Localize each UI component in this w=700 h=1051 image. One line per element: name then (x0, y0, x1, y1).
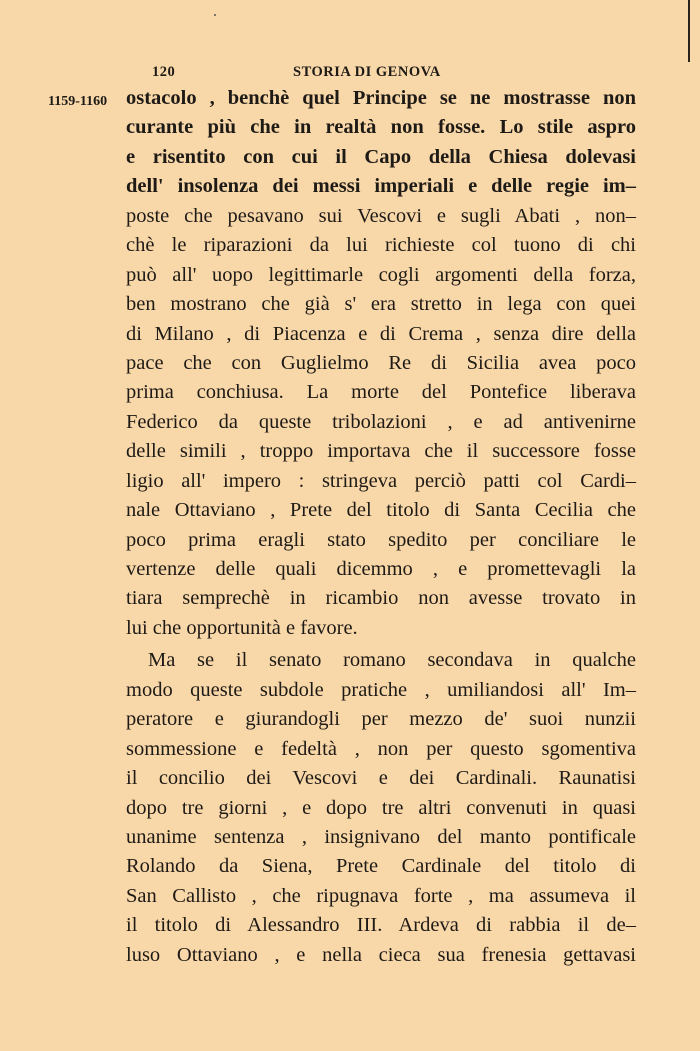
text-line: il titolo di Alessandro III. Ardeva di rabbia il de– (126, 914, 636, 937)
text-line: Rolando da Siena, Prete Cardinale del titolo di (126, 855, 636, 878)
text-line: il concilio dei Vescovi e dei Cardinali. Raunatisi (126, 767, 636, 790)
text-line: Federico da queste tribolazioni , e ad antivenirne (126, 410, 636, 433)
text-line: tiara semprechè in ricambio non avesse trovato in (126, 587, 636, 610)
text-line: peratore e giurandogli per mezzo de' suoi nunzii (126, 708, 636, 731)
text-line: pace che con Guglielmo Re di Sicilia avea poco (126, 351, 636, 374)
text-line: chè le riparazioni da lui richieste col tuono di chi (126, 234, 636, 257)
running-header (0, 64, 700, 84)
text-line: e risentito con cui il Capo della Chiesa dolevasi (126, 145, 636, 168)
text-line: delle simili , troppo importava che il successore fosse (126, 440, 636, 463)
text-line: Ma se il senato romano secondava in qualche (148, 649, 636, 672)
text-line: dell' insolenza dei messi imperiali e delle regie im– (126, 175, 636, 198)
text-line: ben mostrano che già s' era stretto in lega con quei (126, 293, 636, 316)
paragraph-2 (126, 646, 636, 970)
text-line: curante più che in realtà non fosse. Lo stile aspro (126, 116, 636, 139)
text-line: dopo tre giorni , e dopo tre altri convenuti in quasi (126, 796, 636, 819)
text-line: lui che opportunità e favore. (126, 616, 358, 639)
text-line: prima conchiusa. La morte del Pontefice liberava (126, 381, 636, 404)
marginal-date-note: 1159-1160 (48, 94, 108, 109)
text-line: vertenze delle quali dicemmo , e promettevagli la (126, 558, 636, 580)
text-line: nale Ottaviano , Prete del titolo di Santa Cecilia che (126, 499, 636, 522)
text-line: poste che pesavano sui Vescovi e sugli Abati , non– (126, 204, 636, 227)
body-text (126, 84, 636, 970)
page-number: 120 (152, 64, 176, 80)
text-line: sommessione e fedeltà , non per questo sgomentiva (126, 737, 636, 760)
text-line: ligio all' impero : stringeva perciò patti col Cardi– (126, 469, 636, 492)
text-line: di Milano , di Piacenza e di Crema , senza dire della (126, 322, 636, 345)
page-edge-rule (688, 0, 690, 62)
paragraph-1 (126, 84, 636, 643)
text-line: modo queste subdole pratiche , umiliandosi all' Im– (126, 678, 636, 701)
running-title: STORIA DI GENOVA (293, 64, 441, 80)
text-line: unanime sentenza , insignivano del manto pontificale (126, 825, 636, 848)
text-line: ostacolo , benchè quel Principe se ne mostrasse non (126, 87, 636, 109)
text-line: luso Ottaviano , e nella cieca sua frenesia gettavasi (126, 943, 636, 966)
ink-speck (214, 14, 216, 16)
text-line: poco prima eragli stato spedito per conciliare le (126, 528, 636, 551)
text-line: può all' uopo legittimarle cogli argomenti della forza, (126, 263, 636, 286)
text-line: San Callisto , che ripugnava forte , ma assumeva il (126, 884, 636, 907)
